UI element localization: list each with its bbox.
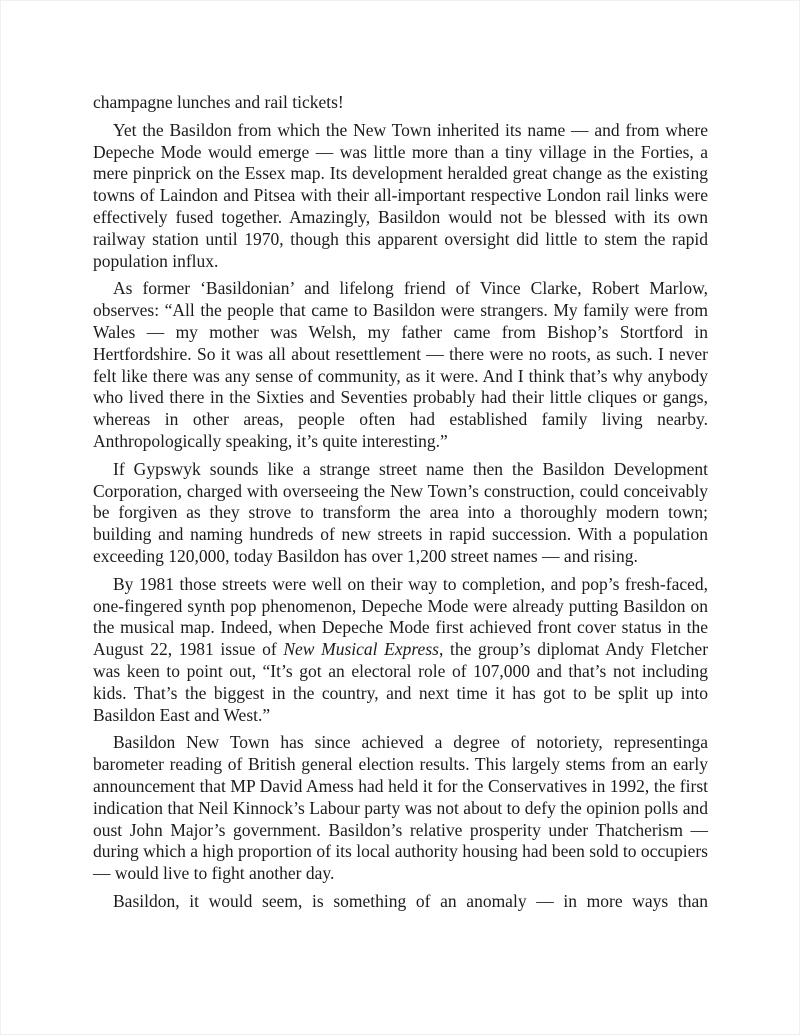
text-column — [93, 92, 708, 913]
paragraph: Yet the Basildon from which the New Town inherited its name — and from where Depeche Mode would emerge — was little more than a tiny village in the Forties, a mere pinprick on the Essex map. Its development heralded great change as the existing towns of Laindon and Pitsea with their all-important respective London rail links were effectively fused together. Amazingly, Basildon would not be blessed with its own railway station until 1970, though this apparent oversight did little to stem the rapid population influx. — [93, 119, 708, 271]
paragraph: As former ‘Basildonian’ and lifelong friend of Vince Clarke, Robert Marlow, observes: “All the people that came to Basildon were strangers. My family were from Wales — my mother was Welsh, my father came from Bishop’s Stortford in Hertfordshire. So it was all about resettlement — there were no roots, as such. I never felt like there was any sense of community, as it were. And I think that’s why anybody who lived there in the Sixties and Seventies probably had their little cliques or gangs, whereas in other areas, people often had established family living nearby. Anthropologically speaking, it’s quite interesting.” — [93, 278, 708, 451]
paragraph: Basildon, it would seem, is something of an anomaly — in more ways than — [113, 890, 708, 911]
italic-text: New Musical Express — [283, 639, 439, 660]
paragraph: If Gypswyk sounds like a strange street name then the Basildon Development Corporation, charged with overseeing the New Town’s construction, could conceivably be forgiven as they strove to transform the area into a thoroughly modern town; building and naming hundreds of new streets in rapid succession. With a population exceeding 120,000, today Basildon has over 1,200 street names — and rising. — [93, 458, 708, 566]
paragraph: champagne lunches and rail tickets! — [93, 92, 344, 112]
paragraph: By 1981 those streets were well on their way to completion, and pop’s fresh-faced, one-fingered synth pop phenomenon, Depeche Mode were already putting Basildon on the musical map. Indeed, when Depeche Mode first achieved front cover status in the August 22, 1981 issue of New Musical Express, the group’s diplomat Andy Fletcher was keen to point out, “It’s got an electoral role of 107,000 and that’s not including kids. That’s the biggest in the country, and next time it has got to be split up into Basildon East and West.” — [93, 573, 709, 725]
paragraph: Basildon New Town has since achieved a degree of notoriety, representinga barometer reading of British general election results. This largely stems from an early announcement that MP David Amess had held it for the Conservatives in 1992, the first indication that Neil Kinnock’s Labour party was not about to defy the opinion polls and oust John Major’s government. Basildon’s relative prosperity under Thatcherism — during which a high proportion of its local authority housing had been sold to occupiers — would live to fight another day. — [93, 732, 708, 884]
